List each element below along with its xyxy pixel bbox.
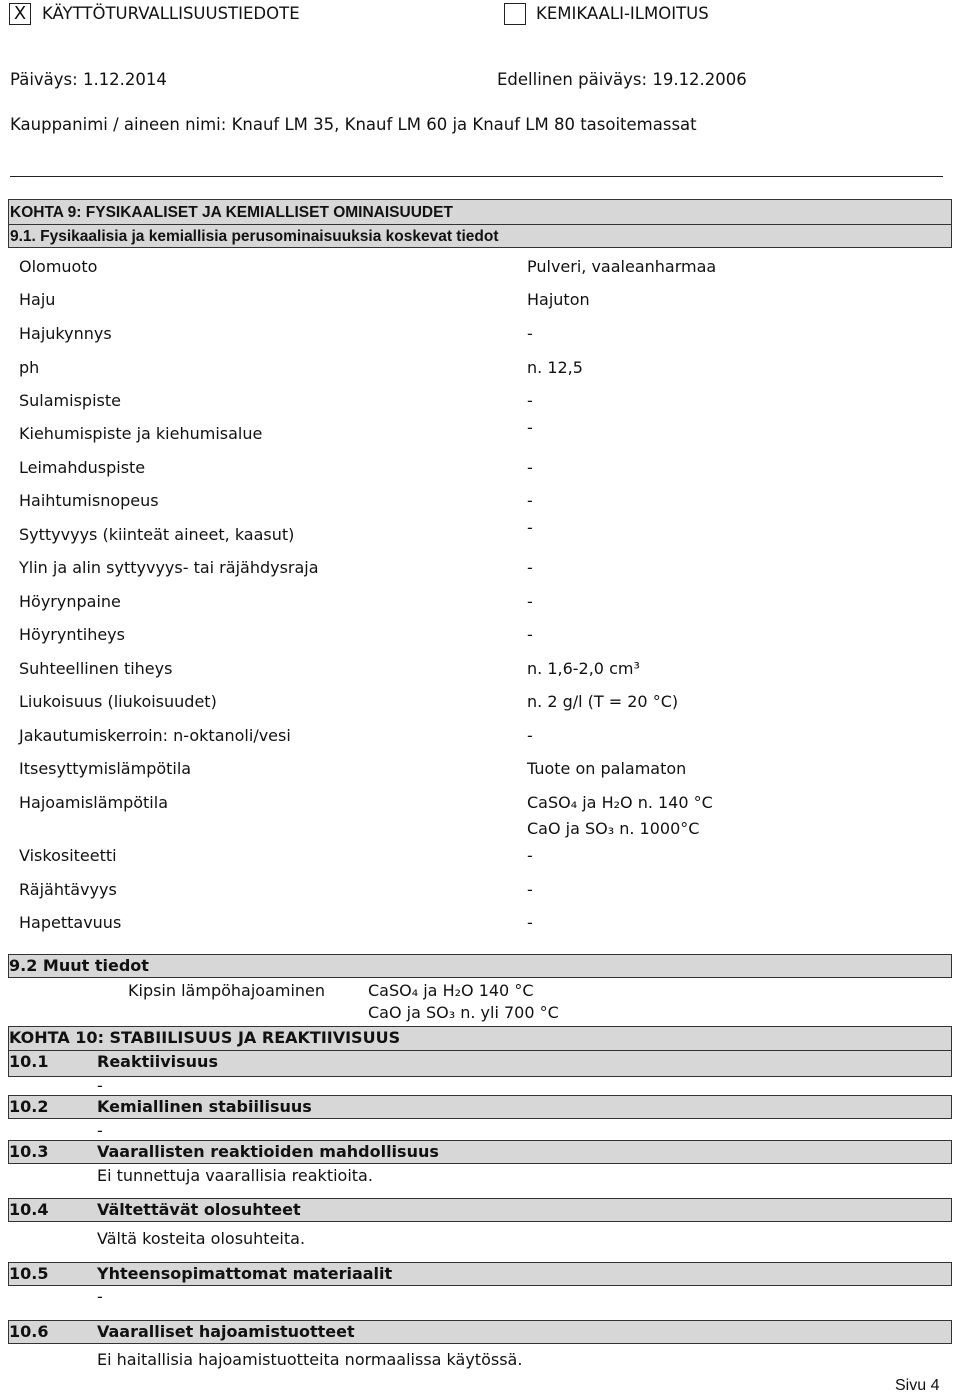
property-value: -	[527, 558, 533, 577]
section10-item-title: Reaktiivisuus	[97, 1052, 218, 1071]
section10-item-text: Ei haitallisia hajoamistuotteita normaalissa käytössä.	[97, 1350, 523, 1369]
property-value: n. 2 g/l (T = 20 °C)	[527, 692, 679, 711]
section9-title: KOHTA 9: FYSIKAALISET JA KEMIALLISET OMINAISUUDET	[10, 204, 453, 221]
section10-item-title: Yhteensopimattomat materiaalit	[97, 1264, 393, 1283]
section10-item-text: Ei tunnettuja vaarallisia reaktioita.	[97, 1166, 373, 1185]
product-name: Kauppanimi / aineen nimi: Knauf LM 35, Knauf LM 60 ja Knauf LM 80 tasoitemassat	[10, 115, 697, 134]
section10-item-text: -	[97, 1287, 103, 1306]
section10-item-text: -	[97, 1076, 103, 1095]
property-value: CaSO₄ ja H₂O n. 140 °C	[527, 793, 713, 812]
section10-item-number: 10.4	[9, 1200, 49, 1219]
property-value: Hajuton	[527, 290, 590, 309]
property-label: Höyryntiheys	[19, 625, 125, 644]
section10-item-title: Kemiallinen stabiilisuus	[97, 1097, 312, 1116]
page-number: Sivu 4	[895, 1377, 940, 1394]
section10-item-number: 10.3	[9, 1142, 49, 1161]
notification-type-checkbox[interactable]	[504, 3, 526, 25]
section9-2-title: 9.2 Muut tiedot	[9, 956, 149, 975]
property-value: -	[527, 592, 533, 611]
property-value: -	[527, 324, 533, 343]
property-value-secondary: CaO ja SO₃ n. 1000°C	[527, 819, 700, 838]
property-value: -	[527, 846, 533, 865]
issue-date: Päiväys: 1.12.2014	[10, 70, 167, 89]
other-info-label: Kipsin lämpöhajoaminen	[128, 981, 326, 1000]
property-label: Viskositeetti	[19, 846, 117, 865]
property-label: Hajukynnys	[19, 324, 112, 343]
property-value: -	[527, 491, 533, 510]
property-value: -	[527, 726, 533, 745]
property-value: n. 1,6-2,0 cm³	[527, 659, 640, 678]
property-value: Pulveri, vaaleanharmaa	[527, 257, 717, 276]
section10-title: KOHTA 10: STABIILISUUS JA REAKTIIVISUUS	[9, 1028, 401, 1047]
property-value: -	[527, 518, 533, 537]
document-type-checkbox-checked[interactable]: X	[9, 3, 31, 25]
property-label: Kiehumispiste ja kiehumisalue	[19, 424, 263, 443]
property-value: -	[527, 625, 533, 644]
property-label: Itsesyttymislämpötila	[19, 759, 192, 778]
previous-date: Edellinen päiväys: 19.12.2006	[497, 70, 747, 89]
section10-item-title: Vaaralliset hajoamistuotteet	[97, 1322, 355, 1341]
property-label: Liukoisuus (liukoisuudet)	[19, 692, 217, 711]
section10-item-number: 10.6	[9, 1322, 49, 1341]
section10-item-number: 10.1	[9, 1052, 49, 1071]
property-label: Räjähtävyys	[19, 880, 117, 899]
property-label: Leimahduspiste	[19, 458, 146, 477]
property-label: ph	[19, 358, 40, 377]
section10-item-title: Vaarallisten reaktioiden mahdollisuus	[97, 1142, 439, 1161]
other-info-value: CaSO₄ ja H₂O 140 °C	[368, 981, 534, 1000]
property-value: -	[527, 418, 533, 437]
property-value: -	[527, 913, 533, 932]
section9-2-header	[8, 954, 952, 978]
section10-item-number: 10.5	[9, 1264, 49, 1283]
property-label: Syttyvyys (kiinteät aineet, kaasut)	[19, 525, 295, 544]
property-value: -	[527, 880, 533, 899]
section10-item-title: Vältettävät olosuhteet	[97, 1200, 301, 1219]
section10-item-text: Vältä kosteita olosuhteita.	[97, 1229, 306, 1248]
document-type-label: KÄYTTÖTURVALLISUUSTIEDOTE	[42, 4, 300, 23]
section9-header-divider	[8, 224, 952, 225]
section10-item-number: 10.2	[9, 1097, 49, 1116]
property-label: Ylin ja alin syttyvyys- tai räjähdysraja	[19, 558, 319, 577]
property-label: Suhteellinen tiheys	[19, 659, 173, 678]
header-divider	[10, 176, 943, 177]
property-value: Tuote on palamaton	[527, 759, 687, 778]
property-value: n. 12,5	[527, 358, 583, 377]
property-label: Sulamispiste	[19, 391, 121, 410]
property-label: Hajoamislämpötila	[19, 793, 168, 812]
property-value: -	[527, 391, 533, 410]
property-label: Höyrynpaine	[19, 592, 121, 611]
property-label: Haju	[19, 290, 56, 309]
property-label: Hapettavuus	[19, 913, 122, 932]
section10-header-divider	[8, 1050, 952, 1051]
section10-item-text: -	[97, 1121, 103, 1140]
other-info-value-secondary: CaO ja SO₃ n. yli 700 °C	[368, 1003, 559, 1022]
property-label: Olomuoto	[19, 257, 98, 276]
property-label: Haihtumisnopeus	[19, 491, 159, 510]
notification-type-label: KEMIKAALI-ILMOITUS	[536, 4, 709, 23]
section9-subtitle: 9.1. Fysikaalisia ja kemiallisia perusominaisuuksia koskevat tiedot	[10, 228, 499, 245]
property-label: Jakautumiskerroin: n-oktanoli/vesi	[19, 726, 291, 745]
property-value: -	[527, 458, 533, 477]
